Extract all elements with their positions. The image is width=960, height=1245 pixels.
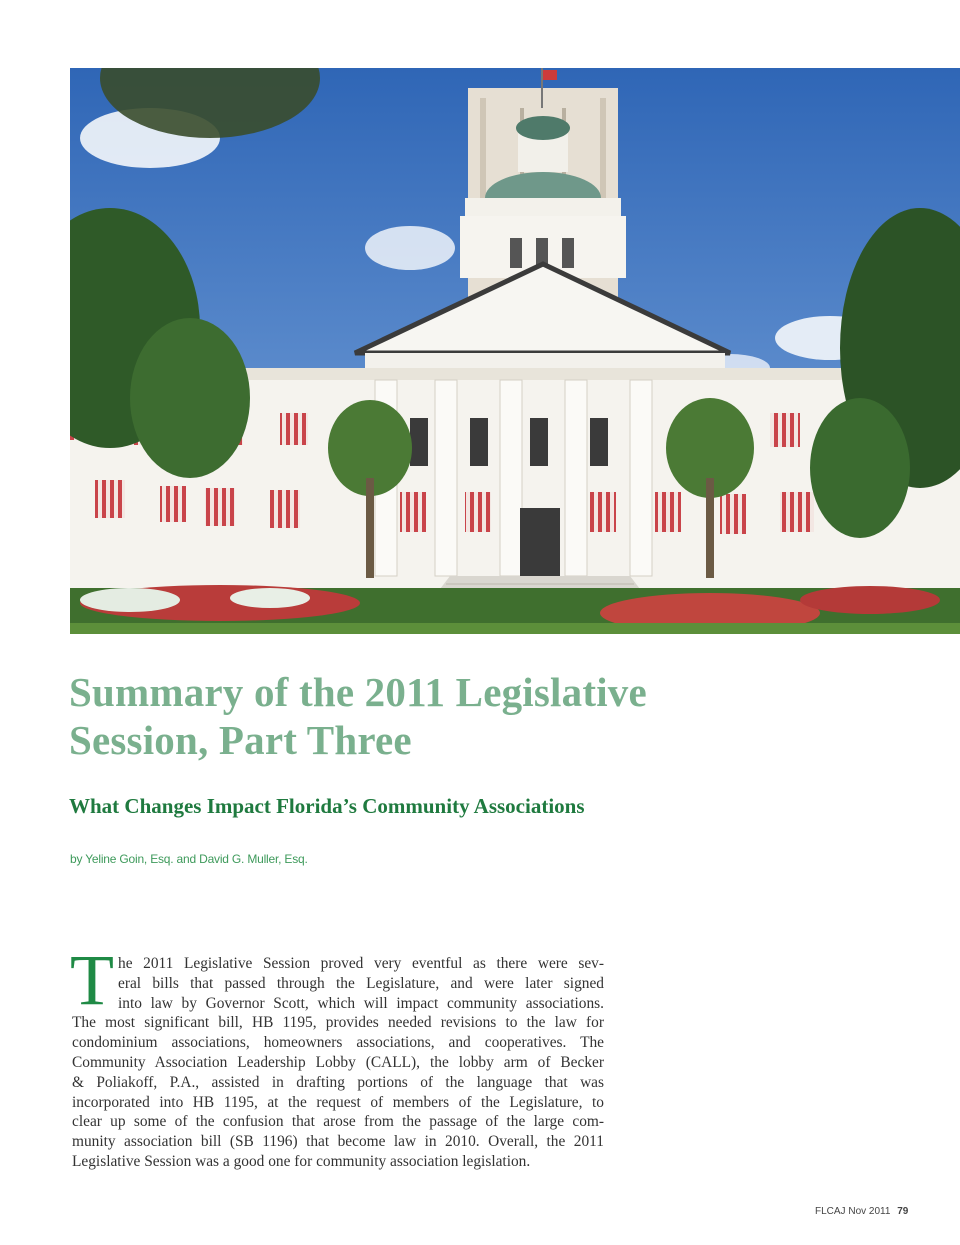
footer-issue: Nov 2011 <box>848 1206 891 1217</box>
body-line: into law by Governor Scott, which will impact community associations. <box>118 994 604 1012</box>
body-line: condominium associations, homeowners associations, and cooperatives. The <box>72 1034 604 1052</box>
byline: by Yeline Goin, Esq. and David G. Muller, Esq. <box>70 852 308 866</box>
body-paragraph-full <box>72 1013 604 1171</box>
page-footer <box>815 1206 908 1217</box>
body-line: incorporated into HB 1195, at the request of members of the Legislature, to <box>72 1093 604 1111</box>
title-line-1: Summary of the 2011 Legislative <box>69 669 647 715</box>
article-title <box>69 668 909 764</box>
capitol-photo <box>70 68 960 634</box>
capitol-illustration <box>70 68 960 634</box>
drop-cap: T <box>70 940 114 1020</box>
body-line: The most significant bill, HB 1195, provides needed revisions to the law for <box>72 1014 604 1032</box>
body-paragraph-indented <box>118 954 604 1013</box>
page-number: 79 <box>897 1206 909 1217</box>
body-line: Legislative Session was a good one for community association legislation. <box>72 1152 531 1170</box>
body-line: clear up some of the confusion that arose from the passage of the large com- <box>72 1113 604 1131</box>
title-line-2: Session, Part Three <box>69 717 412 763</box>
body-line: eral bills that passed through the Legislature, and were later signed <box>118 974 604 992</box>
body-line: Community Association Leadership Lobby (CALL), the lobby arm of Becker <box>72 1053 604 1071</box>
body-line: he 2011 Legislative Session proved very eventful as there were sev- <box>118 955 604 972</box>
body-line: & Poliakoff, P.A., assisted in drafting portions of the language that was <box>72 1073 604 1091</box>
footer-publication: FLCAJ <box>815 1206 846 1217</box>
body-line: munity association bill (SB 1196) that become law in 2010. Overall, the 2011 <box>72 1133 604 1151</box>
article-subtitle: What Changes Impact Florida’s Community Associations <box>69 794 585 818</box>
